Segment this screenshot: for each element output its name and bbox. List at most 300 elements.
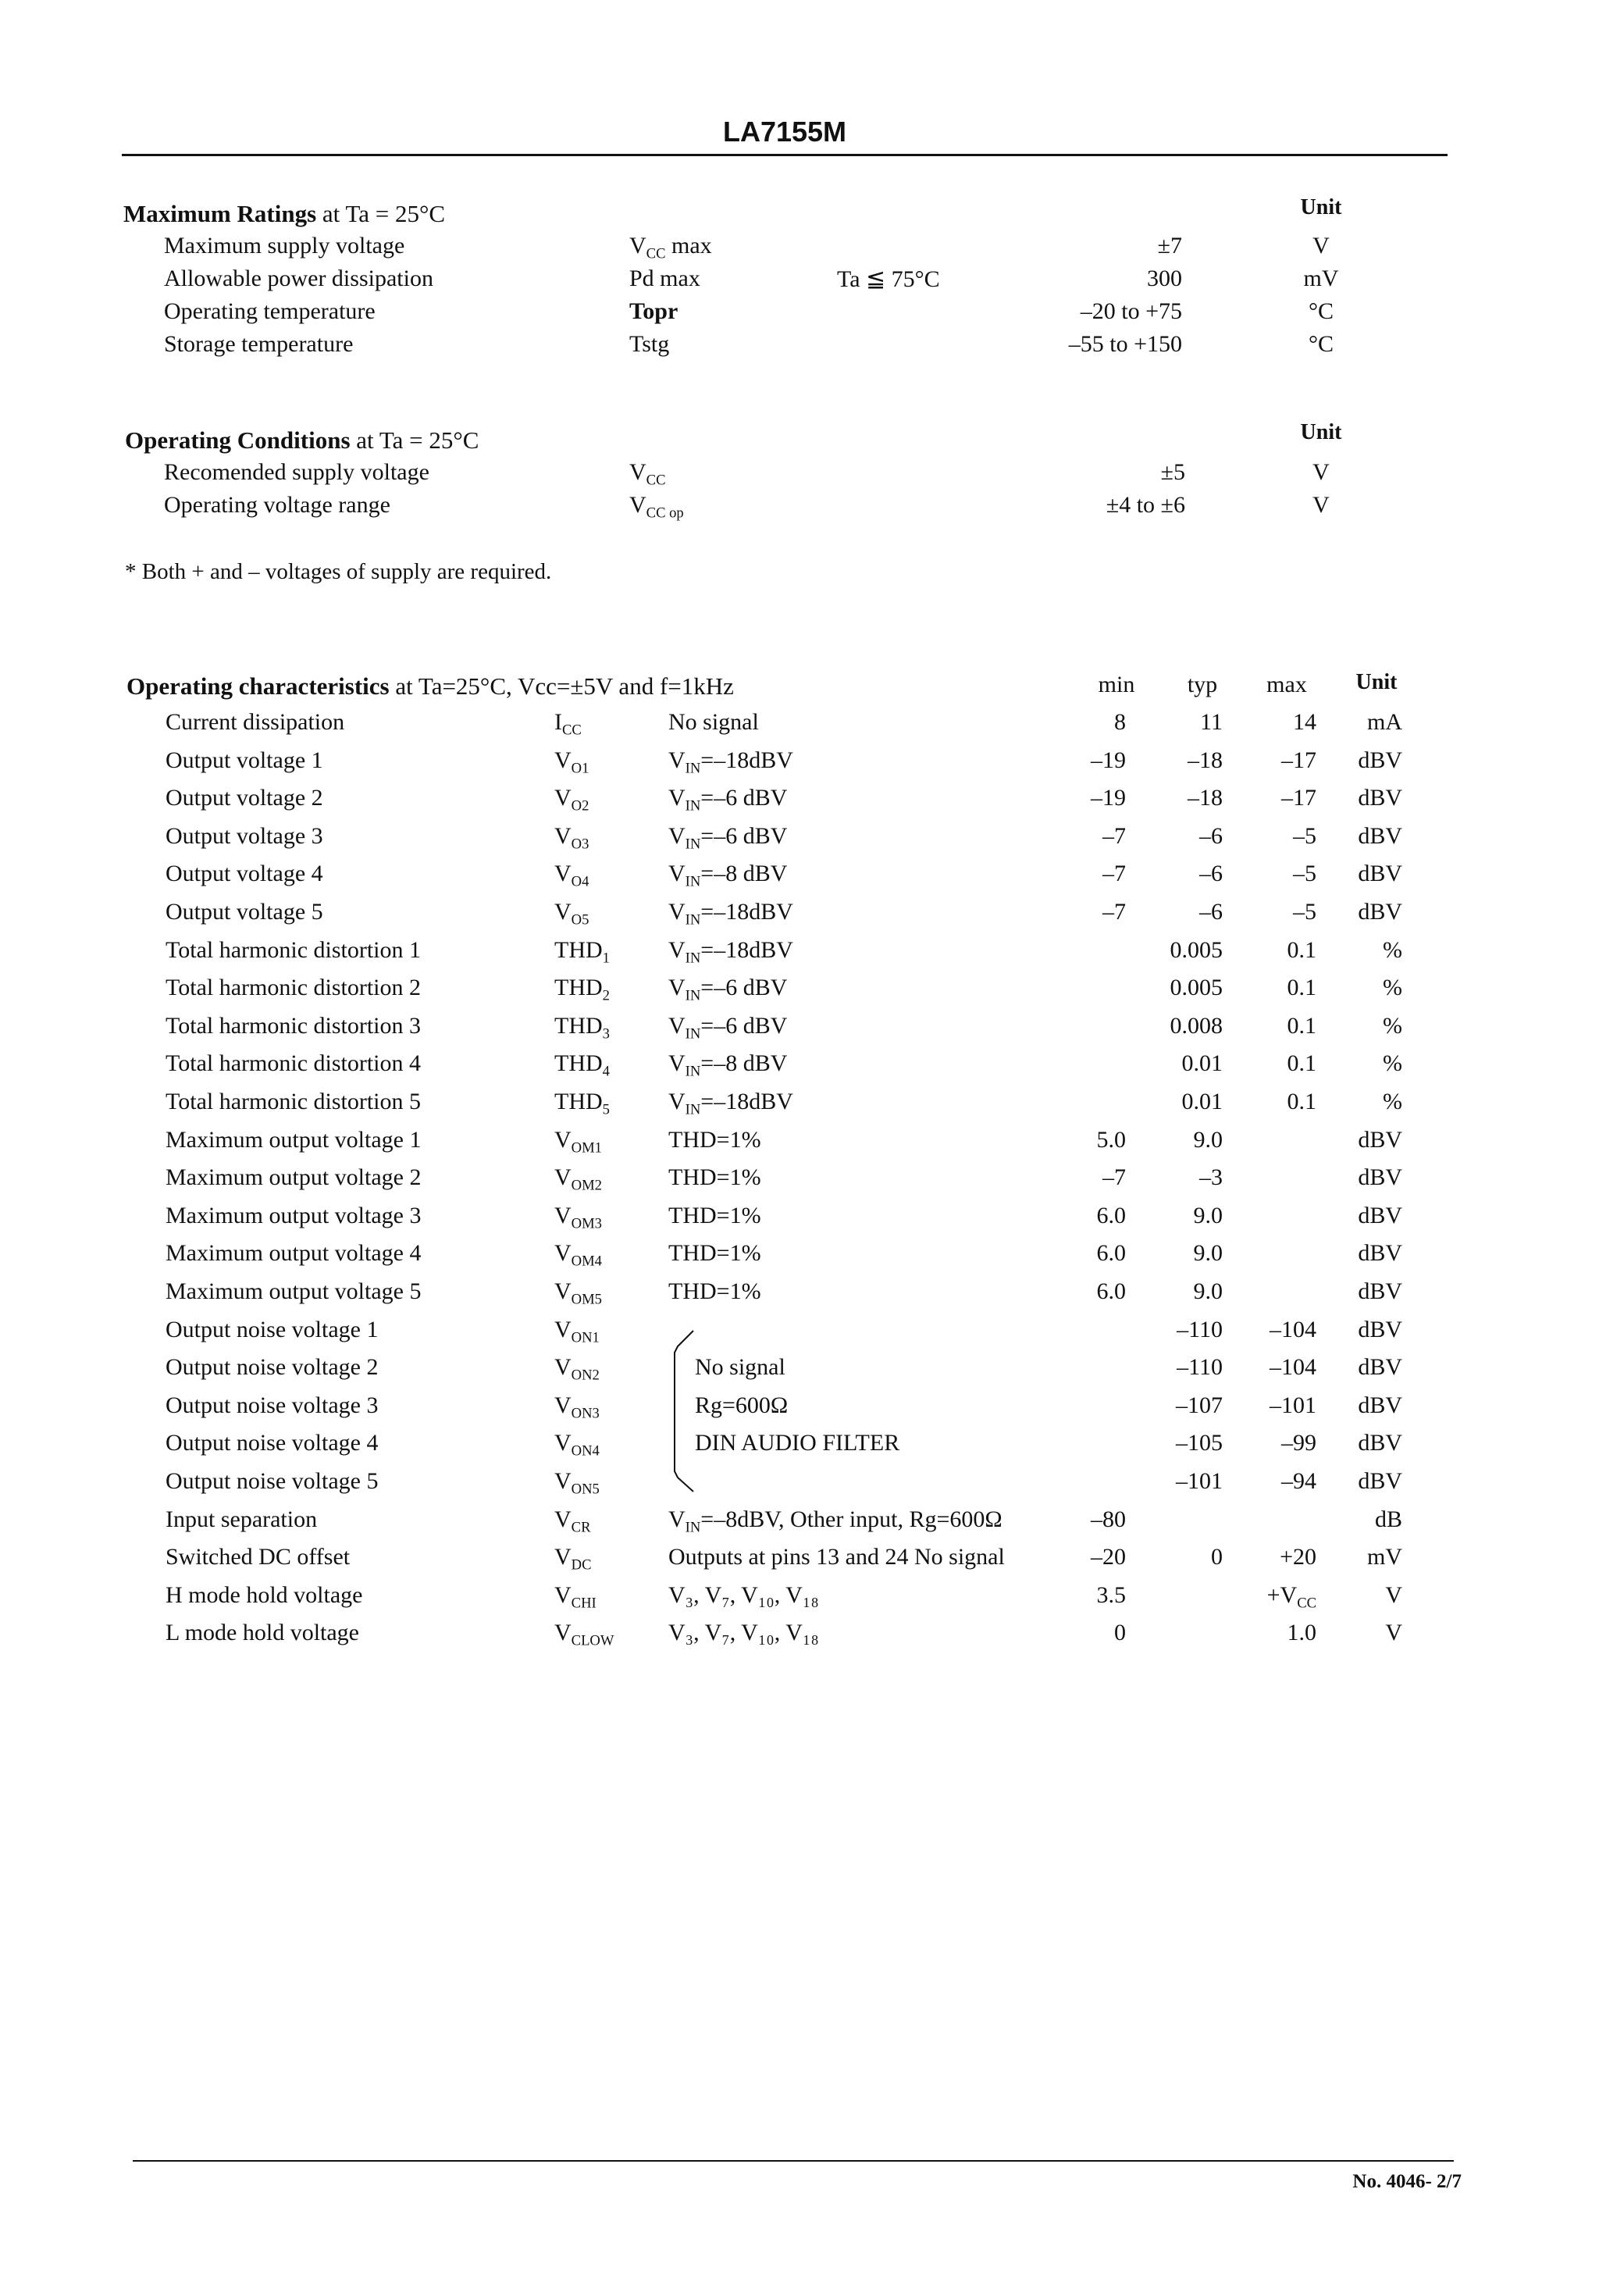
char-param: Total harmonic distortion 3 (166, 1013, 422, 1039)
char-max (1241, 861, 1316, 887)
char-max-value: –5 (1293, 899, 1316, 925)
char-symbol (554, 1013, 610, 1043)
op-condition-symbol-sub: CC op (646, 504, 684, 522)
char-unit: dBV (1358, 785, 1402, 811)
char-symbol-sub: OM5 (571, 1291, 602, 1308)
char-max (1241, 937, 1316, 964)
char-condition-text: THD=1% (668, 1164, 761, 1190)
char-condition (668, 937, 793, 967)
noise-condition-brace (673, 1329, 695, 1493)
max-rating-param: Maximum supply voltage (164, 233, 405, 258)
char-min: –80 (1091, 1506, 1126, 1532)
char-symbol-sub: ON1 (571, 1329, 600, 1346)
char-param: Output noise voltage 3 (166, 1392, 379, 1418)
char-condition-sub: IN (685, 1519, 701, 1536)
char-condition-text: V (668, 823, 686, 849)
char-condition-rest: =–6 dBV (700, 1013, 788, 1039)
char-symbol (554, 1506, 591, 1536)
char-condition (668, 1089, 793, 1118)
char-symbol-main: I (554, 709, 562, 735)
char-max-value: 0.1 (1287, 937, 1316, 963)
char-condition (668, 823, 788, 853)
max-rating-symbol-main: V (629, 233, 646, 258)
char-symbol-main: V (554, 1278, 572, 1304)
char-typ: 9.0 (1193, 1240, 1223, 1266)
char-max (1241, 1013, 1316, 1039)
op-conditions-title (125, 426, 479, 455)
char-max-value: –5 (1293, 861, 1316, 886)
char-symbol-sub: O5 (571, 911, 589, 929)
char-symbol-main: V (554, 785, 572, 811)
char-max (1241, 899, 1316, 925)
char-condition (668, 1013, 788, 1043)
max-rating-symbol-main: Topr (629, 298, 678, 324)
op-condition-symbol-main: V (629, 459, 646, 485)
char-condition-rest: =–8 dBV (700, 861, 788, 886)
char-param: Output noise voltage 4 (166, 1430, 379, 1456)
char-max-value: –94 (1281, 1468, 1316, 1494)
char-typ: 0.008 (1170, 1013, 1223, 1039)
char-condition-rest: =–8 dBV (700, 1050, 788, 1076)
char-condition-text: V (668, 1013, 686, 1039)
op-condition-value: ±5 (1160, 459, 1185, 485)
char-symbol (554, 1544, 592, 1574)
char-symbol (554, 1050, 610, 1080)
char-condition-text: DIN AUDIO FILTER (695, 1430, 900, 1456)
char-max (1241, 1620, 1316, 1646)
char-max (1241, 823, 1316, 850)
char-typ: –6 (1199, 899, 1223, 925)
char-unit: dBV (1358, 1392, 1402, 1418)
char-condition (668, 747, 793, 777)
char-typ: 0 (1211, 1544, 1223, 1570)
page-reference: No. 4046- 2/7 (1352, 2171, 1462, 2192)
char-condition-rest: =–6 dBV (700, 975, 788, 1000)
char-param: Output noise voltage 1 (166, 1317, 379, 1342)
max-ratings-title-bold: Maximum Ratings (123, 200, 317, 227)
char-typ: –6 (1199, 823, 1223, 849)
char-condition-text: V (668, 1050, 686, 1076)
page-title: LA7155M (722, 116, 847, 148)
char-symbol-main: V (554, 1506, 572, 1532)
char-param: Output noise voltage 2 (166, 1354, 379, 1380)
char-condition-sub: IN (685, 911, 701, 929)
char-condition-rest: =–6 dBV (700, 785, 788, 811)
char-param: Total harmonic distortion 4 (166, 1050, 422, 1076)
header-rule (122, 154, 1448, 156)
char-param: Total harmonic distortion 2 (166, 975, 422, 1000)
char-typ: 9.0 (1193, 1203, 1223, 1228)
char-condition (668, 975, 788, 1004)
char-symbol-sub: OM3 (571, 1215, 602, 1232)
char-max (1241, 1544, 1316, 1570)
max-rating-symbol (629, 233, 712, 262)
char-condition (668, 1620, 819, 1646)
op-condition-unit: V (1312, 492, 1330, 518)
char-symbol-sub: OM1 (571, 1139, 602, 1157)
op-char-title-bold: Operating characteristics (126, 672, 390, 700)
char-symbol-main: V (554, 1582, 572, 1608)
char-condition (668, 1127, 761, 1153)
char-min: –20 (1091, 1544, 1126, 1570)
max-rating-symbol (629, 298, 678, 325)
char-typ: –110 (1177, 1354, 1223, 1380)
char-condition (695, 1430, 899, 1456)
char-max-value: 14 (1293, 709, 1316, 735)
char-symbol-sub: CR (571, 1519, 591, 1536)
char-symbol (554, 1468, 600, 1498)
char-param: H mode hold voltage (166, 1582, 363, 1608)
char-symbol (554, 861, 589, 890)
char-symbol-main: V (554, 1620, 572, 1645)
char-symbol (554, 1620, 614, 1649)
char-symbol-main: V (554, 1317, 572, 1342)
char-max (1241, 1089, 1316, 1115)
char-max-value: –17 (1281, 747, 1316, 773)
char-symbol-main: V (554, 1544, 572, 1570)
char-condition (695, 1392, 788, 1419)
char-unit: dBV (1358, 861, 1402, 886)
char-condition (668, 1240, 761, 1267)
char-max-value: –5 (1293, 823, 1316, 849)
char-min: 3.5 (1096, 1582, 1126, 1608)
char-symbol-main: THD (554, 1050, 603, 1076)
char-condition-sub: IN (685, 1063, 701, 1080)
char-condition-sub: IN (685, 836, 701, 853)
char-symbol-sub: CC (562, 722, 582, 739)
char-param: Switched DC offset (166, 1544, 351, 1570)
char-unit: % (1383, 937, 1402, 963)
max-rating-param: Allowable power dissipation (164, 266, 433, 291)
char-symbol (554, 975, 610, 1004)
char-symbol (554, 1240, 602, 1270)
char-param: Total harmonic distortion 5 (166, 1089, 422, 1114)
char-unit: mA (1367, 709, 1402, 735)
char-condition (668, 1203, 761, 1229)
char-condition-sub: IN (685, 950, 701, 967)
char-condition (668, 1582, 819, 1609)
char-max (1241, 1050, 1316, 1077)
char-unit: dBV (1358, 1468, 1402, 1494)
char-symbol-main: V (554, 1240, 572, 1266)
char-symbol-sub: ON5 (571, 1481, 600, 1498)
char-symbol-sub: O1 (571, 760, 589, 777)
op-condition-symbol (629, 459, 666, 489)
char-typ: –107 (1176, 1392, 1223, 1418)
char-symbol-main: THD (554, 1089, 603, 1114)
char-unit: dB (1374, 1506, 1402, 1532)
char-min: –7 (1102, 861, 1126, 886)
char-max (1241, 1430, 1316, 1456)
char-condition-rest: =–18dBV (700, 747, 793, 773)
char-symbol-sub: OM2 (571, 1177, 602, 1194)
max-rating-condition: Ta ≦ 75°C (837, 266, 940, 292)
char-symbol-main: V (554, 1203, 572, 1228)
char-condition-rest: =–18dBV (700, 899, 793, 925)
char-typ: 11 (1200, 709, 1223, 735)
char-max-value: –101 (1270, 1392, 1316, 1418)
char-symbol (554, 1582, 597, 1612)
char-unit: dBV (1358, 1354, 1402, 1380)
char-unit: dBV (1358, 1317, 1402, 1342)
char-symbol-main: THD (554, 937, 603, 963)
char-symbol (554, 1164, 602, 1194)
char-symbol (554, 1127, 602, 1157)
char-max (1241, 975, 1316, 1001)
char-min: 0 (1114, 1620, 1126, 1645)
op-conditions-title-rest: at Ta = 25°C (350, 426, 479, 454)
char-condition-text: Rg=600Ω (695, 1392, 789, 1418)
char-symbol-sub: ON2 (571, 1367, 600, 1384)
char-max-sub: CC (1297, 1595, 1316, 1612)
max-ratings-unit-header: Unit (1300, 195, 1342, 219)
char-min: –19 (1091, 747, 1126, 773)
char-condition-text: V (668, 975, 686, 1000)
max-ratings-title-rest: at Ta = 25°C (316, 200, 446, 227)
max-rating-unit: °C (1308, 298, 1334, 324)
char-condition (668, 899, 793, 929)
char-symbol-main: V (554, 823, 572, 849)
char-symbol-main: V (554, 861, 572, 886)
char-max-value: 0.1 (1287, 1089, 1316, 1114)
char-condition-text: V₃, V₇, V₁₀, V₁₈ (668, 1582, 819, 1608)
char-condition-text: V (668, 899, 686, 925)
char-param: Maximum output voltage 3 (166, 1203, 422, 1228)
char-typ: 9.0 (1193, 1278, 1223, 1304)
char-symbol-main: V (554, 747, 572, 773)
char-symbol (554, 1392, 600, 1422)
op-conditions-title-bold: Operating Conditions (125, 426, 351, 454)
char-condition-sub: IN (685, 873, 701, 890)
char-unit: dBV (1358, 1278, 1402, 1304)
max-rating-unit: mV (1303, 266, 1339, 291)
char-max (1241, 1354, 1316, 1381)
char-condition-text: THD=1% (668, 1278, 761, 1304)
char-condition-sub: IN (685, 1101, 701, 1118)
char-symbol (554, 709, 582, 739)
char-symbol-main: V (554, 1430, 572, 1456)
char-symbol (554, 823, 589, 853)
char-max-value: –99 (1281, 1430, 1316, 1456)
max-rating-unit: V (1312, 233, 1330, 258)
char-condition-rest: =–6 dBV (700, 823, 788, 849)
char-symbol-sub: CLOW (571, 1632, 614, 1649)
max-ratings-title (123, 200, 445, 228)
char-symbol-sub: DC (571, 1556, 592, 1574)
char-symbol-main: THD (554, 975, 603, 1000)
op-conditions-unit-header: Unit (1300, 420, 1342, 444)
char-typ: –110 (1177, 1317, 1223, 1342)
char-condition-text: V₃, V₇, V₁₀, V₁₈ (668, 1620, 819, 1645)
char-symbol-sub: 2 (602, 987, 610, 1004)
char-condition-sub: IN (685, 797, 701, 815)
char-unit: % (1383, 1050, 1402, 1076)
max-rating-value: ±7 (1157, 233, 1182, 258)
footer-rule (133, 2160, 1454, 2162)
char-param: Maximum output voltage 5 (166, 1278, 422, 1304)
char-symbol-main: V (554, 1164, 572, 1190)
char-symbol (554, 1354, 600, 1384)
char-max-value: –104 (1270, 1317, 1316, 1342)
char-condition-text: V (668, 747, 686, 773)
char-min: 5.0 (1096, 1127, 1126, 1153)
char-typ: 0.005 (1170, 937, 1223, 963)
col-header-unit: Unit (1355, 670, 1398, 694)
char-symbol-sub: 4 (602, 1063, 610, 1080)
char-max-value: +V (1266, 1582, 1298, 1608)
char-condition-text: THD=1% (668, 1203, 761, 1228)
char-unit: dBV (1358, 1164, 1402, 1190)
char-condition (668, 1544, 1005, 1570)
char-param: Maximum output voltage 4 (166, 1240, 422, 1266)
col-header-min: min (1098, 672, 1135, 697)
char-typ: 9.0 (1193, 1127, 1223, 1153)
char-condition-text: V (668, 1089, 686, 1114)
char-typ: 0.01 (1181, 1050, 1223, 1076)
char-condition (668, 1278, 761, 1305)
char-condition-sub: IN (685, 1025, 701, 1043)
char-max-value: –104 (1270, 1354, 1316, 1380)
max-rating-unit: °C (1308, 331, 1334, 357)
char-symbol-main: V (554, 1392, 572, 1418)
char-min: 6.0 (1096, 1203, 1126, 1228)
char-min: –7 (1102, 899, 1126, 925)
char-typ: –3 (1199, 1164, 1223, 1190)
char-param: Total harmonic distortion 1 (166, 937, 422, 963)
char-condition-rest: =–18dBV (700, 937, 793, 963)
char-symbol-main: V (554, 899, 572, 925)
char-symbol-sub: 3 (602, 1025, 610, 1043)
col-header-max: max (1266, 672, 1307, 697)
char-max-value: 0.1 (1287, 975, 1316, 1000)
char-max (1241, 1317, 1316, 1343)
op-char-title-rest: at Ta=25°C, Vcc=±5V and f=1kHz (389, 672, 734, 700)
op-condition-unit: V (1312, 459, 1330, 485)
char-typ: –18 (1188, 785, 1223, 811)
op-condition-symbol-sub: CC (646, 472, 666, 489)
char-param: Output voltage 1 (166, 747, 323, 773)
char-symbol-sub: O4 (571, 873, 589, 890)
char-condition (668, 861, 788, 890)
char-unit: % (1383, 1089, 1402, 1114)
char-condition (668, 1506, 1003, 1536)
op-condition-value: ±4 to ±6 (1106, 492, 1185, 518)
char-unit: % (1383, 1013, 1402, 1039)
op-condition-param: Recomended supply voltage (164, 459, 429, 485)
char-symbol-sub: 5 (602, 1101, 610, 1118)
char-max (1241, 1582, 1316, 1612)
char-condition-text: No signal (668, 709, 759, 735)
op-condition-symbol (629, 492, 684, 522)
char-param: Output voltage 2 (166, 785, 323, 811)
char-param: Output voltage 5 (166, 899, 323, 925)
char-max-value: 0.1 (1287, 1013, 1316, 1039)
max-rating-value: –55 to +150 (1068, 331, 1182, 357)
char-typ: –6 (1199, 861, 1223, 886)
char-condition-text: Outputs at pins 13 and 24 No signal (668, 1544, 1005, 1570)
char-symbol-sub: OM4 (571, 1253, 602, 1270)
char-unit: dBV (1358, 1127, 1402, 1153)
char-symbol-sub: ON3 (571, 1405, 600, 1422)
char-symbol (554, 747, 589, 777)
max-rating-symbol-sub: CC (646, 245, 666, 262)
char-condition (668, 1164, 761, 1191)
char-symbol (554, 1278, 602, 1308)
char-param: Input separation (166, 1506, 318, 1532)
char-unit: dBV (1358, 747, 1402, 773)
char-min: –19 (1091, 785, 1126, 811)
char-condition-text: V (668, 937, 686, 963)
char-max-value: +20 (1280, 1544, 1316, 1570)
char-symbol-main: V (554, 1127, 572, 1153)
max-rating-param: Storage temperature (164, 331, 354, 357)
max-rating-param: Operating temperature (164, 298, 376, 324)
char-condition-text: V (668, 1506, 686, 1532)
char-param: L mode hold voltage (166, 1620, 359, 1645)
char-symbol (554, 1317, 600, 1346)
max-rating-symbol (629, 331, 669, 358)
char-max (1241, 785, 1316, 811)
char-max-value: –17 (1281, 785, 1316, 811)
char-symbol-sub: O3 (571, 836, 589, 853)
char-max-value: 1.0 (1287, 1620, 1316, 1645)
char-symbol (554, 785, 589, 815)
col-header-typ: typ (1187, 672, 1218, 697)
char-typ: –18 (1188, 747, 1223, 773)
max-rating-symbol-tail: max (665, 233, 712, 258)
char-symbol-main: V (554, 1354, 572, 1380)
char-unit: dBV (1358, 1240, 1402, 1266)
char-max (1241, 1468, 1316, 1495)
char-condition-sub: IN (685, 987, 701, 1004)
char-symbol (554, 1203, 602, 1232)
max-rating-value: 300 (1147, 266, 1182, 291)
char-condition-text: THD=1% (668, 1127, 761, 1153)
char-param: Output voltage 3 (166, 823, 323, 849)
char-condition-rest: =–8dBV, Other input, Rg=600Ω (700, 1506, 1003, 1532)
op-condition-param: Operating voltage range (164, 492, 390, 518)
char-condition-rest: =–18dBV (700, 1089, 793, 1114)
max-rating-symbol-main: Tstg (629, 331, 670, 357)
op-char-title (126, 672, 734, 701)
char-max (1241, 1392, 1316, 1419)
char-condition-text: THD=1% (668, 1240, 761, 1266)
char-condition-text: V (668, 861, 686, 886)
char-param: Current dissipation (166, 709, 345, 735)
char-typ: –101 (1176, 1468, 1223, 1494)
char-symbol (554, 1430, 600, 1460)
char-max (1241, 747, 1316, 774)
char-unit: V (1385, 1582, 1402, 1608)
char-symbol (554, 899, 589, 929)
char-unit: mV (1367, 1544, 1402, 1570)
char-unit: dBV (1358, 1430, 1402, 1456)
char-unit: % (1383, 975, 1402, 1000)
char-min: 6.0 (1096, 1278, 1126, 1304)
char-typ: 0.005 (1170, 975, 1223, 1000)
char-condition-text: V (668, 785, 686, 811)
max-rating-symbol (629, 266, 700, 292)
char-condition-sub: IN (685, 760, 701, 777)
char-param: Output voltage 4 (166, 861, 323, 886)
char-typ: 0.01 (1181, 1089, 1223, 1114)
char-max-value: 0.1 (1287, 1050, 1316, 1076)
char-symbol-sub: ON4 (571, 1442, 600, 1460)
char-unit: dBV (1358, 823, 1402, 849)
max-rating-value: –20 to +75 (1080, 298, 1182, 324)
char-symbol-sub: 1 (602, 950, 610, 967)
supply-note: * Both + and – voltages of supply are required. (125, 559, 552, 584)
